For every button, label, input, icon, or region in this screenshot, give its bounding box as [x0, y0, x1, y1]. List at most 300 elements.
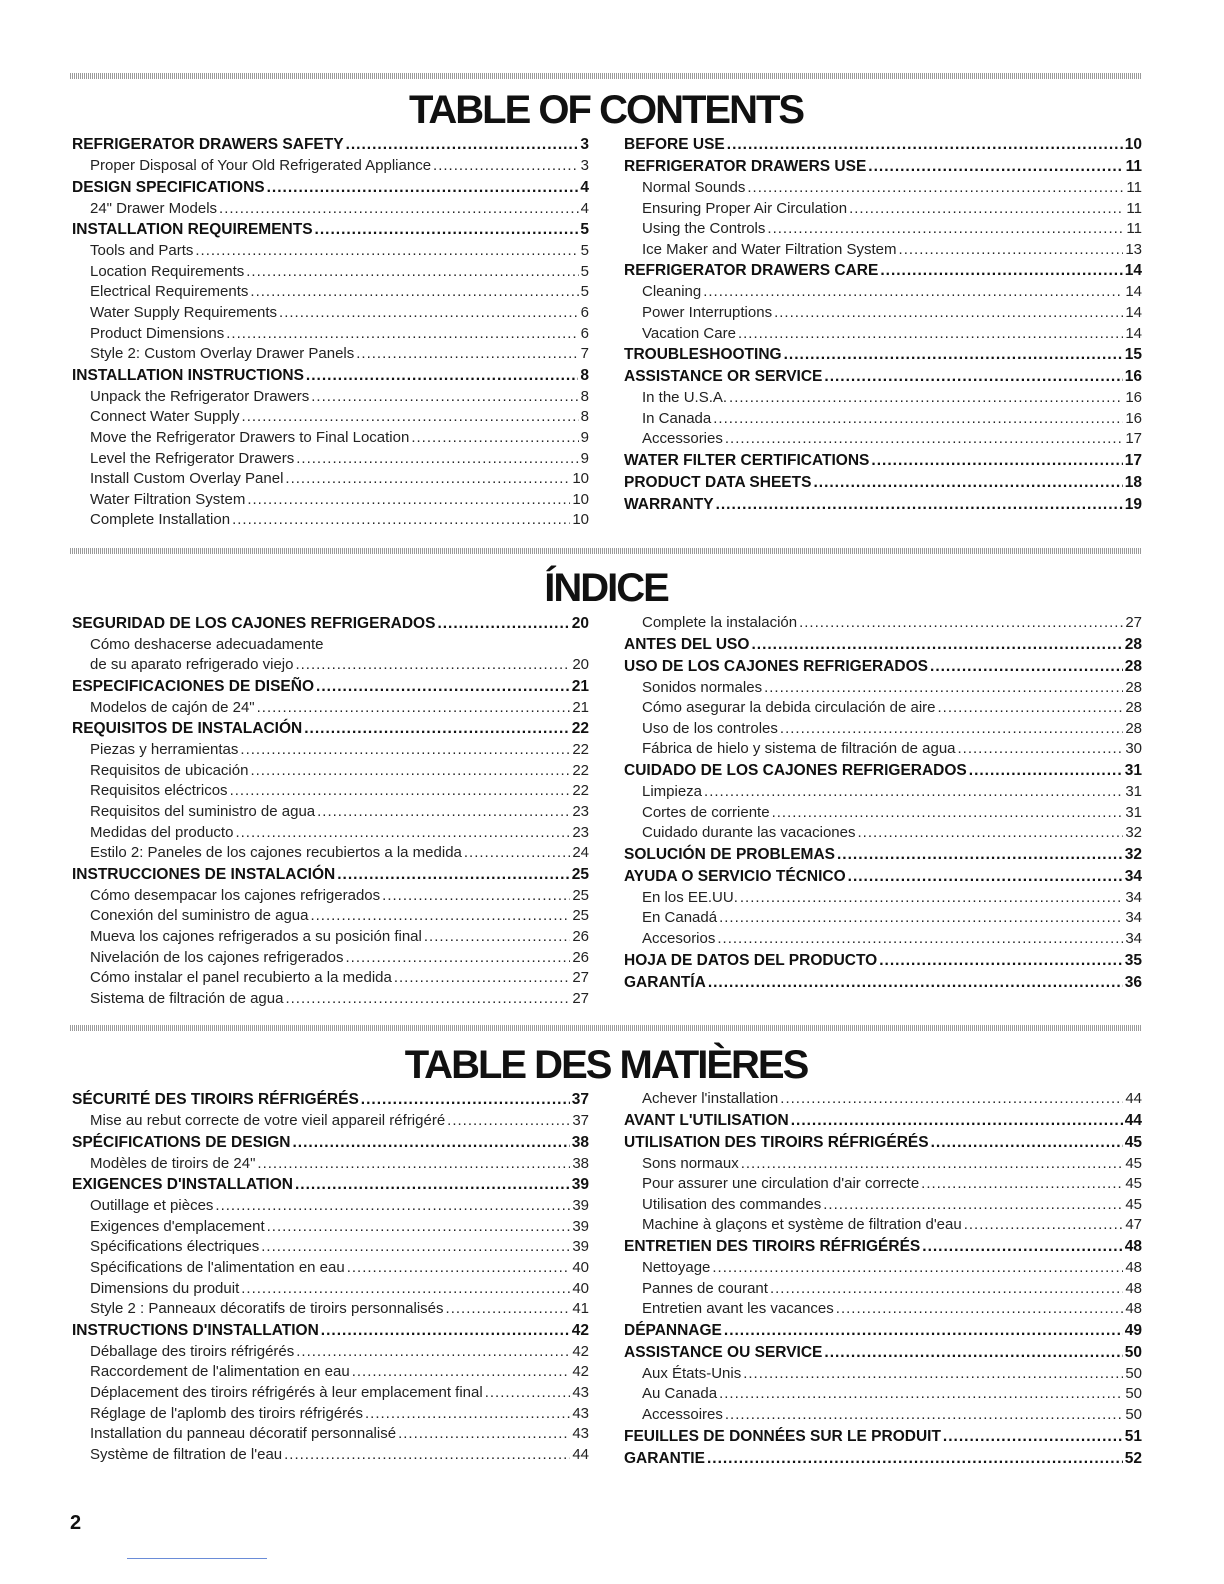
toc-entry-page: 14: [1125, 324, 1142, 342]
dot-leader: [857, 823, 1123, 844]
toc-entry-page: 18: [1124, 473, 1142, 491]
toc-entry-page: 38: [571, 1133, 589, 1151]
toc-entry-label: Style 2 : Panneaux décoratifs de tiroirs personnalisés: [90, 1300, 444, 1318]
toc-es-left: [72, 613, 589, 1009]
toc-entry-label: Nettoyage: [642, 1258, 711, 1276]
toc-entry-page: 43: [572, 1383, 589, 1401]
toc-subentry: [624, 888, 1142, 909]
toc-entry-page: 41: [572, 1300, 589, 1318]
toc-entry-label: Electrical Requirements: [90, 283, 249, 301]
toc-entry-page: 17: [1125, 430, 1142, 448]
toc-entry-label: ENTRETIEN DES TIROIRS RÉFRIGÉRÉS: [624, 1237, 921, 1255]
toc-subentry: [72, 1424, 589, 1445]
dot-leader: [717, 929, 1123, 950]
dot-leader: [424, 927, 570, 948]
toc-subentry: [624, 199, 1142, 220]
dot-leader: [285, 469, 570, 490]
toc-heading-entry: [624, 1236, 1142, 1258]
toc-entry-page: 25: [571, 865, 589, 883]
toc-entry-page: 25: [572, 907, 589, 925]
dot-leader: [704, 782, 1123, 803]
toc-entry-label: Tools and Parts: [90, 242, 194, 260]
toc-entry-page: 32: [1124, 845, 1142, 863]
toc-heading-entry: [624, 972, 1142, 994]
toc-entry-label: Machine à glaçons et système de filtration d'eau: [642, 1216, 962, 1234]
dot-leader: [747, 178, 1124, 199]
toc-entry-label: TROUBLESHOOTING: [624, 346, 782, 364]
toc-entry-page: 24: [572, 844, 589, 862]
toc-subentry: [72, 927, 589, 948]
dot-leader: [930, 656, 1123, 678]
dot-leader: [296, 1342, 570, 1363]
toc-entry-label: Dimensions du produit: [90, 1279, 240, 1297]
toc-entry-label: Cuidado durante las vacaciones: [642, 824, 856, 842]
toc-entry-label: HOJA DE DATOS DEL PRODUCTO: [624, 951, 878, 969]
toc-entry-label: Water Supply Requirements: [90, 303, 278, 321]
toc-subentry: [72, 449, 589, 470]
toc-heading-entry: [72, 1132, 589, 1154]
toc-entry-label: WATER FILTER CERTIFICATIONS: [624, 451, 870, 469]
toc-entry-page: 35: [1124, 951, 1142, 969]
toc-entry-label: ASSISTANCE OR SERVICE: [624, 368, 823, 386]
toc-entry-label: REFRIGERATOR DRAWERS CARE: [624, 262, 879, 280]
toc-entry-label: Achever l'installation: [642, 1090, 779, 1107]
toc-subentry: [624, 388, 1142, 409]
toc-entry-page: 50: [1125, 1364, 1142, 1382]
toc-entry-label: Spécifications de l'alimentation en eau: [90, 1258, 345, 1276]
toc-entry-label: Pour assurer une circulation d'air correcte: [642, 1175, 920, 1193]
toc-subentry: [624, 219, 1142, 240]
toc-entry-label: Sonidos normales: [642, 678, 763, 696]
toc-entry-page: 50: [1125, 1385, 1142, 1403]
toc-entry-page: 34: [1125, 909, 1142, 927]
toc-entry-page: 42: [571, 1321, 589, 1339]
toc-entry-label: SÉCURITÉ DES TIROIRS RÉFRIGÉRÉS: [72, 1091, 359, 1108]
dot-leader: [311, 387, 578, 408]
toc-entry-label: Cortes de corriente: [642, 803, 770, 821]
dot-leader: [751, 634, 1122, 656]
toc-heading-entry: [72, 177, 589, 199]
toc-subentry: [72, 428, 589, 449]
dot-leader: [310, 906, 570, 927]
dot-leader: [719, 908, 1123, 929]
dot-leader: [791, 1110, 1123, 1132]
toc-fr-right: [624, 1089, 1142, 1470]
toc-subentry: [72, 490, 589, 511]
toc-heading-entry: [624, 1342, 1142, 1364]
toc-entry-page: 39: [572, 1197, 589, 1215]
toc-entry-label: EXIGENCES D'INSTALLATION: [72, 1176, 293, 1194]
toc-entry-page: 8: [580, 387, 589, 405]
toc-entry-page: 28: [1125, 678, 1142, 696]
dot-leader: [772, 803, 1124, 824]
toc-heading-entry: [72, 134, 589, 156]
section-heading-en: TABLE OF CONTENTS: [408, 88, 804, 132]
dot-leader: [848, 866, 1123, 888]
dot-leader: [267, 1217, 571, 1238]
dot-leader: [219, 199, 579, 220]
toc-entry-label: Style 2: Custom Overlay Drawer Panels: [90, 345, 355, 363]
dot-leader: [279, 303, 579, 324]
toc-subentry: [624, 1405, 1142, 1426]
section-heading-fr: TABLE DES MATIÈRES: [404, 1043, 808, 1087]
toc-entry-page: 45: [1125, 1154, 1142, 1172]
dot-leader: [464, 843, 570, 864]
scan-artifact-line: [127, 1558, 267, 1559]
toc-entry-page: 21: [572, 698, 589, 716]
toc-subentry: [624, 324, 1142, 345]
dot-leader: [295, 1174, 570, 1196]
toc-entry-label: Raccordement de l'alimentation en eau: [90, 1363, 350, 1381]
toc-heading-entry: [72, 864, 589, 886]
toc-entry-label: Accessoires: [642, 1405, 723, 1423]
toc-entry-page: 40: [572, 1258, 589, 1276]
toc-entry-label: REFRIGERATOR DRAWERS USE: [624, 158, 867, 175]
dot-leader: [284, 1445, 570, 1466]
toc-subentry: [72, 1404, 589, 1425]
dot-leader: [713, 409, 1123, 430]
dot-leader: [321, 1320, 570, 1342]
toc-subentry: [624, 409, 1142, 430]
dot-leader: [240, 740, 570, 761]
toc-entry-label: Install Custom Overlay Panel: [90, 470, 284, 488]
dot-leader: [764, 678, 1123, 699]
toc-entry-label: Limpieza: [642, 782, 703, 800]
toc-subentry: [624, 282, 1142, 303]
toc-entry-page: 44: [1125, 1090, 1142, 1107]
page-number: 2: [70, 1512, 82, 1534]
toc-entry-page: 4: [580, 178, 589, 196]
toc-subentry: [624, 678, 1142, 699]
toc-entry-label: Location Requirements: [90, 262, 245, 280]
toc-subentry: [72, 1342, 589, 1363]
dot-leader: [727, 134, 1123, 156]
top-rule: [70, 73, 1142, 79]
dot-leader: [738, 324, 1123, 345]
dot-leader: [780, 719, 1123, 740]
toc-entry-page: 16: [1124, 368, 1142, 386]
toc-entry-page: 20: [572, 656, 589, 673]
dot-leader: [784, 344, 1123, 366]
toc-entry-label: SOLUCIÓN DE PROBLEMAS: [624, 845, 835, 863]
toc-entry-label: CUIDADO DE LOS CAJONES REFRIGERADOS: [624, 761, 967, 779]
toc-subentry: [72, 1362, 589, 1383]
toc-heading-entry: [624, 844, 1142, 866]
toc-subentry: [624, 1154, 1142, 1175]
toc-entry-page: 48: [1125, 1279, 1142, 1297]
toc-entry-page: 9: [580, 428, 589, 446]
toc-subentry: [72, 635, 589, 655]
toc-entry-page: 32: [1125, 824, 1142, 842]
toc-subentry: [624, 908, 1142, 929]
toc-entry-label: Cleaning: [642, 283, 702, 301]
toc-entry-label: WARRANTY: [624, 495, 714, 513]
dot-leader: [411, 428, 578, 449]
toc-entry-label: Nivelación de los cajones refrigerados: [90, 948, 344, 966]
toc-entry-label: 24" Drawer Models: [90, 199, 218, 217]
dot-leader: [246, 262, 578, 283]
toc-entry-page: 9: [580, 449, 589, 467]
toc-entry-page: 27: [572, 969, 589, 987]
dot-leader: [823, 1195, 1123, 1216]
toc-entry-label: Spécifications électriques: [90, 1238, 260, 1256]
toc-subentry: [624, 178, 1142, 199]
toc-subentry: [624, 1299, 1142, 1320]
dot-leader: [958, 739, 1124, 760]
toc-subentry: [72, 1383, 589, 1404]
toc-entry-label: INSTRUCCIONES DE INSTALACIÓN: [72, 865, 336, 883]
toc-entry-label: Uso de los controles: [642, 719, 778, 737]
toc-entry-label: Cómo desempacar los cajones refrigerados: [90, 886, 381, 904]
toc-entry-page: 31: [1124, 761, 1142, 779]
toc-subentry: [72, 802, 589, 823]
toc-subentry: [624, 1258, 1142, 1279]
dot-leader: [315, 219, 579, 241]
toc-entry-label: In Canada: [642, 409, 712, 427]
dot-leader: [215, 1196, 570, 1217]
toc-entry-page: 10: [572, 490, 589, 508]
dot-leader: [770, 1279, 1123, 1300]
toc-entry-page: 11: [1126, 199, 1142, 217]
toc-subentry: [72, 1111, 589, 1132]
toc-es-right: [624, 613, 1142, 994]
dot-leader: [922, 1236, 1122, 1258]
toc-entry-page: 22: [572, 782, 589, 800]
toc-subentry: [72, 387, 589, 408]
toc-entry-page: 42: [572, 1363, 589, 1381]
dot-leader: [703, 282, 1123, 303]
toc-entry-label: GARANTÍA: [624, 973, 706, 991]
toc-entry-label: SPÉCIFICATIONS DE DESIGN: [72, 1133, 291, 1151]
toc-entry-label: UTILISATION DES TIROIRS RÉFRIGÉRÉS: [624, 1133, 929, 1151]
toc-entry-page: 39: [572, 1238, 589, 1256]
dot-leader: [879, 950, 1123, 972]
dot-leader: [485, 1383, 571, 1404]
toc-subentry: [72, 241, 589, 262]
dot-leader: [868, 156, 1123, 178]
toc-subentry: [72, 1217, 589, 1238]
toc-subentry: [624, 823, 1142, 844]
dot-leader: [716, 494, 1123, 516]
dot-leader: [195, 241, 578, 262]
dot-leader: [813, 472, 1122, 494]
toc-heading-entry: [624, 634, 1142, 656]
toc-entry-label: Outillage et pièces: [90, 1197, 214, 1215]
toc-subentry: [624, 303, 1142, 324]
toc-entry-label: Modèles de tiroirs de 24": [90, 1154, 256, 1172]
dot-leader: [356, 344, 578, 365]
toc-entry-page: 6: [580, 303, 589, 321]
toc-entry-label: Accessories: [642, 430, 723, 448]
dot-leader: [938, 698, 1124, 719]
toc-entry-label: Déballage des tiroirs réfrigérés: [90, 1342, 295, 1360]
toc-entry-label: Level the Refrigerator Drawers: [90, 449, 295, 467]
toc-heading-entry: [72, 1089, 589, 1111]
toc-entry-label: In the U.S.A.: [642, 389, 728, 407]
toc-subentry: [624, 803, 1142, 824]
dot-leader: [446, 1299, 571, 1320]
dot-leader: [824, 1342, 1122, 1364]
toc-entry-label: Sistema de filtración de agua: [90, 989, 284, 1007]
dot-leader: [880, 260, 1122, 282]
toc-entry-page: 26: [572, 948, 589, 966]
toc-entry-page: 48: [1125, 1300, 1142, 1318]
toc-entry-page: 3: [580, 136, 589, 153]
dot-leader: [241, 1279, 570, 1300]
toc-entry-page: 25: [572, 886, 589, 904]
toc-subentry: [72, 1154, 589, 1175]
toc-subentry: [72, 262, 589, 283]
toc-subentry: [624, 429, 1142, 450]
toc-heading-entry: [72, 676, 589, 698]
toc-heading-entry: [624, 260, 1142, 282]
toc-entry-page: 22: [571, 720, 589, 738]
toc-entry-page: 5: [580, 283, 589, 301]
toc-heading-entry: [624, 1132, 1142, 1154]
toc-entry-label: Système de filtration de l'eau: [90, 1445, 283, 1463]
toc-entry-label: Move the Refrigerator Drawers to Final Location: [90, 428, 410, 446]
toc-fr-left: [72, 1089, 589, 1465]
toc-heading-entry: [624, 344, 1142, 366]
dot-leader: [226, 324, 578, 345]
toc-entry-label: En los EE.UU.: [642, 888, 738, 906]
dot-leader: [317, 802, 570, 823]
dot-leader: [964, 1215, 1124, 1236]
toc-entry-page: 47: [1125, 1216, 1142, 1234]
toc-entry-label: Unpack the Refrigerator Drawers: [90, 387, 310, 405]
toc-entry-label: Requisitos del suministro de agua: [90, 802, 316, 820]
toc-entry-label: Entretien avant les vacances: [642, 1300, 834, 1318]
toc-entry-page: 10: [572, 470, 589, 488]
toc-entry-label: Water Filtration System: [90, 490, 246, 508]
toc-subentry: [624, 698, 1142, 719]
toc-entry-label: Connect Water Supply: [90, 408, 240, 426]
dot-leader: [267, 177, 579, 199]
dot-leader: [352, 1362, 571, 1383]
dot-leader: [257, 698, 571, 719]
toc-entry-page: 10: [572, 511, 589, 529]
toc-subentry: [72, 823, 589, 844]
toc-subentry: [624, 1089, 1142, 1110]
divider-rule: [70, 1025, 1142, 1031]
toc-subentry: [624, 1384, 1142, 1405]
toc-entry-label: Au Canada: [642, 1385, 718, 1403]
toc-subentry: [72, 1279, 589, 1300]
toc-entry-label: Cómo asegurar la debida circulación de aire: [642, 699, 936, 717]
toc-entry-label: INSTALLATION REQUIREMENTS: [72, 221, 313, 239]
toc-entry-label: REFRIGERATOR DRAWERS SAFETY: [72, 136, 344, 153]
dot-leader: [740, 888, 1123, 909]
dot-leader: [725, 1405, 1123, 1426]
toc-en-left: [72, 134, 589, 531]
toc-entry-page: 16: [1125, 409, 1142, 427]
toc-subentry: [624, 1279, 1142, 1300]
toc-entry-label: Requisitos eléctricos: [90, 782, 228, 800]
toc-entry-page: 34: [1125, 929, 1142, 947]
toc-entry-page: 23: [572, 823, 589, 841]
toc-entry-page: 48: [1125, 1258, 1142, 1276]
toc-subentry: [72, 740, 589, 761]
toc-entry-label: AYUDA O SERVICIO TÉCNICO: [624, 867, 846, 885]
dot-leader: [871, 450, 1122, 472]
dot-leader: [969, 760, 1123, 782]
dot-leader: [780, 1089, 1123, 1110]
toc-entry-page: 44: [572, 1445, 589, 1463]
toc-subentry: [72, 1258, 589, 1279]
toc-subentry: [72, 781, 589, 802]
toc-subentry: [72, 469, 589, 490]
toc-entry-page: 8: [580, 408, 589, 426]
toc-subentry: [624, 1195, 1142, 1216]
toc-entry-label: INSTALLATION INSTRUCTIONS: [72, 366, 304, 384]
toc-entry-page: 43: [572, 1404, 589, 1422]
toc-subentry: [624, 1174, 1142, 1195]
toc-entry-page: 31: [1125, 803, 1142, 821]
dot-leader: [943, 1426, 1123, 1448]
toc-subentry: [624, 240, 1142, 261]
toc-heading-entry: [72, 1174, 589, 1196]
toc-entry-label: En Canadá: [642, 909, 718, 927]
toc-entry-page: 13: [1125, 240, 1142, 258]
toc-heading-entry: [624, 950, 1142, 972]
toc-entry-page: 4: [580, 199, 589, 217]
divider-rule: [70, 548, 1142, 554]
toc-entry-label: Ice Maker and Water Filtration System: [642, 240, 897, 258]
dot-leader: [729, 388, 1123, 409]
toc-entry-page: 6: [580, 324, 589, 342]
toc-entry-page: 28: [1125, 719, 1142, 737]
dot-leader: [365, 1404, 570, 1425]
toc-entry-label: Fábrica de hielo y sistema de filtración de agua: [642, 740, 956, 758]
toc-heading-entry: [624, 1320, 1142, 1342]
toc-entry-page: 14: [1125, 283, 1142, 301]
toc-heading-entry: [624, 366, 1142, 388]
toc-entry-page: 7: [580, 345, 589, 363]
toc-entry-page: 11: [1126, 179, 1142, 196]
dot-leader: [707, 1448, 1123, 1470]
toc-entry-page: 51: [1124, 1427, 1142, 1445]
toc-entry-label: DÉPANNAGE: [624, 1321, 722, 1339]
toc-entry-label: Mueva los cajones refrigerados a su posición final: [90, 927, 422, 945]
toc-heading-entry: [72, 613, 589, 635]
toc-entry-label: Vacation Care: [642, 324, 736, 342]
toc-entry-page: 49: [1124, 1321, 1142, 1339]
toc-entry-page: 28: [1125, 699, 1142, 717]
toc-heading-entry: [624, 156, 1142, 178]
toc-entry-page: 52: [1124, 1449, 1142, 1467]
toc-subentry: [72, 156, 589, 177]
toc-subentry: [72, 1299, 589, 1320]
dot-leader: [931, 1132, 1123, 1154]
toc-subentry: [624, 719, 1142, 740]
toc-subentry: [72, 989, 589, 1010]
toc-entry-page: 5: [580, 221, 589, 239]
toc-entry-page: 42: [572, 1342, 589, 1360]
toc-entry-page: 31: [1125, 782, 1142, 800]
toc-entry-label: AVANT L'UTILISATION: [624, 1111, 789, 1129]
toc-heading-entry: [72, 219, 589, 241]
toc-entry-label: BEFORE USE: [624, 136, 725, 153]
section-heading-es: ÍNDICE: [544, 566, 668, 610]
toc-entry-page: 26: [572, 927, 589, 945]
toc-subentry: [72, 655, 589, 676]
toc-subentry: [72, 886, 589, 907]
toc-entry-page: 37: [571, 1091, 589, 1108]
toc-heading-entry: [624, 472, 1142, 494]
toc-entry-label: ESPECIFICACIONES DE DISEÑO: [72, 677, 315, 695]
toc-entry-label: Power Interruptions: [642, 303, 773, 321]
toc-en-right: [624, 134, 1142, 516]
